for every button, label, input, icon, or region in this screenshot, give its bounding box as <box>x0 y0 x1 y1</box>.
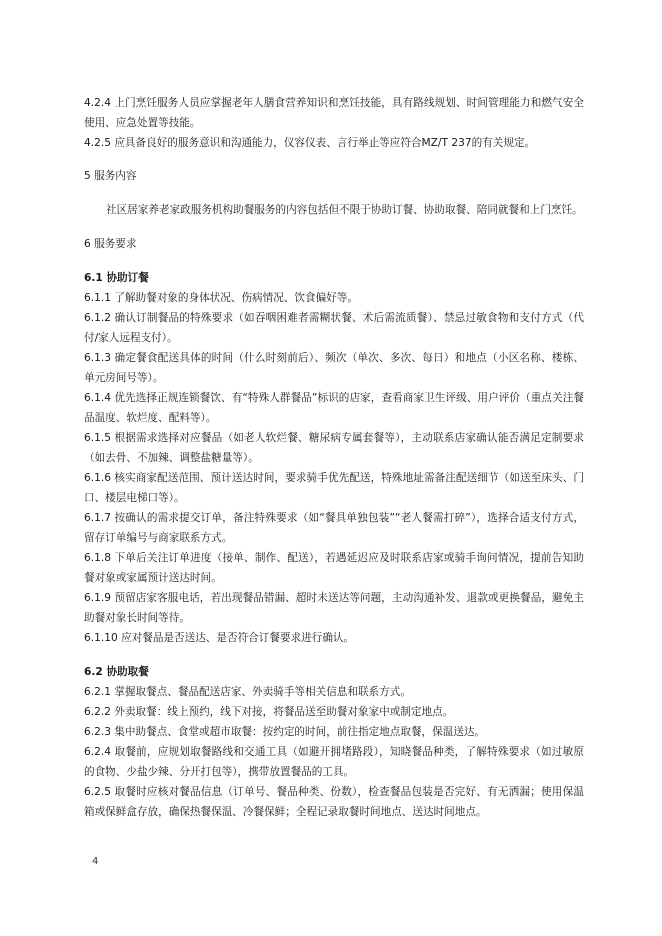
clause-text: 6.1.1 了解助餐对象的身体状况、伤病情况、饮食偏好等。 <box>84 292 358 304</box>
clause-text: 6.1.10 应对餐品是否送达、是否符合订餐要求进行确认。 <box>84 632 355 644</box>
clause-text: 6.1.5 根据需求选择对应餐品（如老人软烂餐、糖尿病专属套餐等），主动联系店家确认能否满足定制要求（如去骨、不加辣、调整盐糖量等）。 <box>84 432 584 464</box>
page-number: 4 <box>92 856 99 867</box>
clause-text: 4.2.4 上门烹饪服务人员应掌握老年人膳食营养知识和烹饪技能，具有路线规划、时间管理能力和燃气安全使用、应急处置等技能。 <box>84 97 584 129</box>
clause-text: 6.1.4 优先选择正规连锁餐饮、有“特殊人群餐品”标识的店家，查看商家卫生评级、用户评价（重点关注餐品温度、软烂度、配料等）。 <box>84 392 584 424</box>
body-paragraph: 社区居家养老家政服务机构助餐服务的内容包括但不限于协助订餐、协助取餐、陪同就餐和上门烹饪。 <box>106 204 583 216</box>
document-body <box>84 93 584 822</box>
clause-text: 6.1.3 确定餐食配送具体的时间（什么时刻前后）、频次（单次、多次、每日）和地点（小区名称、楼栋、单元房间号等）。 <box>84 352 584 384</box>
clause-text: 6.1.6 核实商家配送范围、预计送达时间，要求骑手优先配送，特殊地址需备注配送细节（如送至床头、门口、楼层电梯口等）。 <box>84 472 584 504</box>
clause-text: 6.1.8 下单后关注订单进度（接单、制作、配送），若遇延迟应及时联系店家或骑手询问情况，提前告知助餐对象或家属预计送达时间。 <box>84 552 584 584</box>
clause-text: 6.1.7 按确认的需求提交订单，备注特殊要求（如“餐具单独包装”“老人餐需打碎”），选择合适支付方式，留存订单编号与商家联系方式。 <box>84 512 584 544</box>
clause-text: 6.1.9 预留店家客服电话，若出现餐品错漏、超时未送达等问题，主动沟通补发、退款或更换餐品，避免主助餐对象长时间等待。 <box>84 592 584 624</box>
clause-text: 6.2.3 集中助餐点、食堂或超市取餐：按约定的时间，前往指定地点取餐，保温送达。 <box>84 726 486 738</box>
section-heading: 6 服务要求 <box>84 238 137 250</box>
subsection-heading: 6.2 协助取餐 <box>84 666 149 678</box>
clause-text: 6.2.2 外卖取餐：线上预约，线下对接，将餐品送至助餐对象家中或制定地点。 <box>84 706 454 718</box>
clause-text: 4.2.5 应具备良好的服务意识和沟通能力，仪容仪表、言行举止等应符合MZ/T 237的有关规定。 <box>84 137 536 149</box>
clause-text: 6.2.4 取餐前，应规划取餐路线和交通工具（如避开拥堵路段），知晓餐品种类，了解特殊要求（如过敏原的食物、少盐少辣、分开打包等），携带放置餐品的工具。 <box>84 746 584 778</box>
clause-text: 6.2.5 取餐时应核对餐品信息（订单号、餐品种类、份数），检查餐品包装是否完好、有无洒漏；使用保温箱或保鲜盒存放，确保热餐保温、冷餐保鲜；全程记录取餐时间地点、送达时间地点。 <box>84 786 584 818</box>
clause-text: 6.1.2 确认订制餐品的特殊要求（如吞咽困难者需糊状餐、术后需流质餐）、禁忌过敏食物和支付方式（代付/家人远程支付）。 <box>84 312 584 344</box>
clause-text: 6.2.1 掌握取餐点、餐品配送店家、外卖骑手等相关信息和联系方式。 <box>84 686 411 698</box>
section-heading: 5 服务内容 <box>84 170 137 182</box>
subsection-heading: 6.1 协助订餐 <box>84 272 149 284</box>
